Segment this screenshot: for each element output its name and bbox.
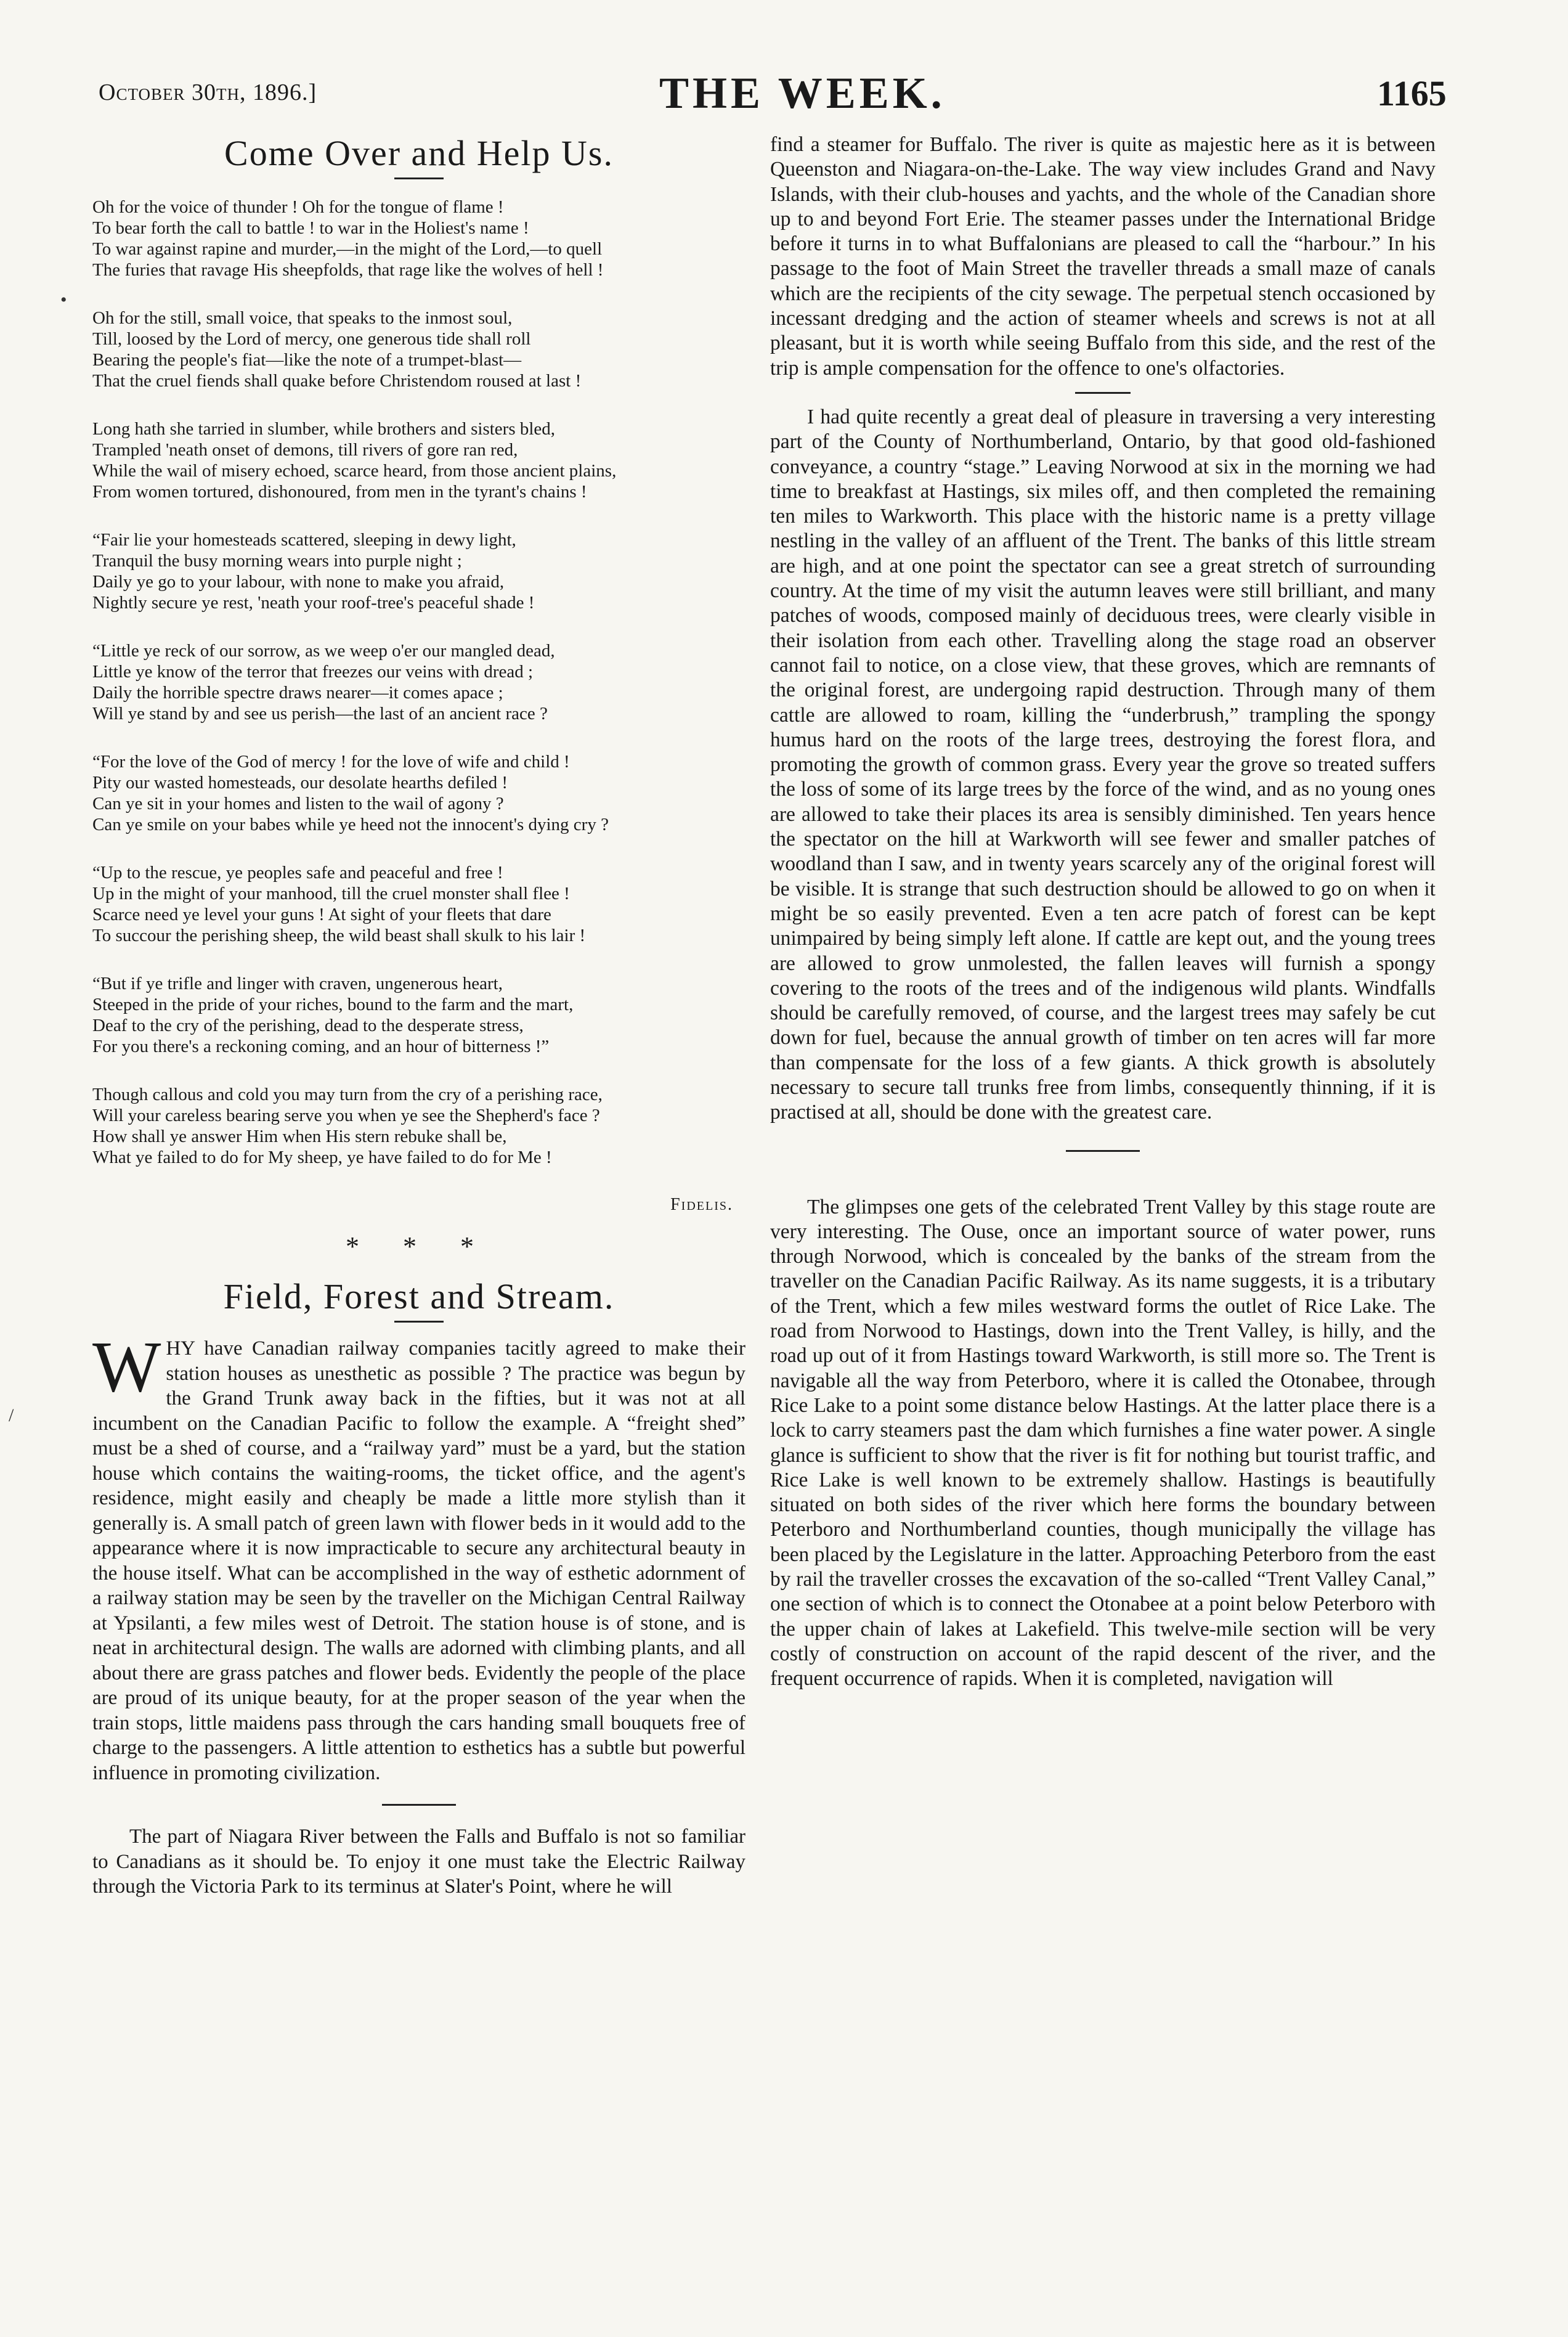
poem-stanza: [92, 1084, 745, 1168]
masthead-title: THE WEEK.: [659, 68, 946, 118]
poem-line: Little ye know of the terror that freezes our veins with dread ;: [92, 662, 534, 682]
poem-line: How shall ye answer Him when His stern rebuke shall be,: [92, 1127, 507, 1146]
article-paragraph: The part of Niagara River between the Falls and Buffalo is not so familiar to Canadians as it should be. To enjoy it one must take the Electric Railway through the Victoria Park to its terminus at Slater's Point, where he will: [92, 1825, 745, 1898]
article-paragraph: I had quite recently a great deal of pleasure in traversing a very interesting part of the County of Northumberland, Ontario, by that good old-fashioned conveyance, a country “stage.” Leaving Norwood at six in the morning we had time to breakfast at Hastings, six miles off, and then completed the remaining ten miles to Warkworth. This place with the historic name is a pretty village nestling in the valley of an affluent of the Trent. The banks of this little stream are high, and at one point the spectator can see a great stretch of surrounding country. At the time of my visit the autumn leaves were still brilliant, and many patches of woods, composed mainly of deciduous trees, were clearly visible in their isolation from each other. Travelling along the stage road an observer cannot fail to notice, on a close view, that these groves, which are remnants of the original forest, are undergoing rapid destruction. Through many of them cattle are allowed to roam, killing the “underbrush,” trampling the spongy humus hard on the roots of the large trees, destroying the forest flora, and promoting the growth of common grass. Every year the grove so treated suffers the loss of some of its large trees by the force of the wind, and as no young ones are allowed to take their places its area is sensibly diminished. Ten years hence the spectator on the hill at Warkworth will see fewer and smaller patches of woodland than I saw, and in twenty years scarcely any of the original forest will be visible. It is strange that such destruction should be allowed to go on when it might be so easily prevented. Even a ten acre patch of forest can be kept unimpaired by being simply left alone. If cattle are kept out, and the young trees are allowed to grow unmolested, the fallen leaves will furnish a spongy covering to the roots of the trees and of the indigenous wild plants. Windfalls should be carefully removed, of course, and the largest trees may safely be cut down for fuel, because the annual growth of timber on ten acres will far more than compensate for the loss of a few giants. A thick growth is absolutely necessary to secure tall trunks free from limbs, consequently thinning, if it is practised at all, should be done with the greatest care.: [770, 405, 1436, 1124]
poem-line: Steeped in the pride of your riches, bound to the farm and the mart,: [92, 995, 574, 1014]
poem-line: What ye failed to do for My sheep, ye have failed to do for Me !: [92, 1148, 552, 1167]
margin-mark: /: [9, 1405, 14, 1425]
title-rule: [394, 177, 444, 179]
poem-line: To bear forth the call to battle ! to war in the Holiest's name !: [92, 218, 529, 238]
poem-stanza: [92, 197, 745, 280]
paragraph-rule: [382, 1804, 456, 1806]
poem-line: Daily the horrible spectre draws nearer—it comes apace ;: [92, 683, 503, 703]
issue-date: October 30th, 1896.]: [99, 80, 317, 105]
page-header: [0, 0, 1568, 129]
poem-line: Tranquil the busy morning wears into purple night ;: [92, 551, 462, 571]
poem-line: From women tortured, dishonoured, from men in the tyrant's chains !: [92, 482, 587, 502]
poem-title: Come Over and Help Us.: [224, 133, 614, 173]
title-rule: [394, 1321, 444, 1323]
poem-line: Though callous and cold you may turn from the cry of a perishing race,: [92, 1085, 603, 1104]
article-paragraph: The glimpses one gets of the celebrated Trent Valley by this stage route are very interesting. The Ouse, once an important source of water power, runs through Norwood, which is concealed by the banks of the stream from the traveller on the Canadian Pacific Railway. As its name suggests, it is a tributary of the Trent, which a few miles westward forms the outlet of Rice Lake. The road from Norwood to Hastings, down into the Trent Valley, is hilly, and the road up out of it from Hastings toward Warkworth, is still more so. The Trent is navigable all the way from Peterboro, where it is called the Otonabee, through Rice Lake to a point some distance below Hastings. At the latter place there is a lock to carry steamers past the dam which furnishes a fine water power. A single glance is sufficient to show that the river is fit for nothing but tourist traffic, and Rice Lake is well known to be extremely shallow. Hastings is beautifully situated on both sides of the river which here forms the boundary between Peterboro and Northumberland counties, though municipally the village has been placed by the Legislature in the latter. Approaching Peterboro from the east by rail the traveller crosses the excavation of the so-called “Trent Valley Canal,” one section of which is to connect the Otonabee at a point below Peterboro with the upper chain of lakes at Lakefield. This twelve-mile section will be very costly of construction on account of the rapid descent of the river, and the frequent occurrence of rapids. When it is completed, navigation will: [770, 1195, 1436, 1691]
poem-line: “Up to the rescue, ye peoples safe and peaceful and free !: [92, 863, 503, 883]
poem-line: Scarce need ye level your guns ! At sight of your fleets that dare: [92, 905, 551, 924]
poem-signature: Fidelis.: [670, 1195, 733, 1214]
poem-line: To war against rapine and murder,—in the might of the Lord,—to quell: [92, 239, 603, 259]
paragraph-rule: [1075, 392, 1131, 394]
right-column: [770, 133, 1436, 1692]
article-paragraph: [92, 1326, 745, 1785]
poem-line: Trampled 'neath onset of demons, till rivers of gore ran red,: [92, 440, 518, 460]
poem-line: Oh for the still, small voice, that speaks to the inmost soul,: [92, 308, 513, 328]
poem-stanza: [92, 862, 745, 946]
poem-line: Will ye stand by and see us perish—the last of an ancient race ?: [92, 704, 548, 724]
poem-line: Up in the might of your manhood, till the cruel monster shall flee !: [92, 884, 570, 903]
poem-line: Long hath she tarried in slumber, while brothers and sisters bled,: [92, 419, 556, 439]
poem-line: Deaf to the cry of the perishing, dead to the desperate stress,: [92, 1016, 524, 1035]
paragraph-text: HY have Canadian railway companies tacitly agreed to make their station houses as unesthetic as possible ? The practice was begun by the Grand Trunk away back in the fifties, but it was not at all incumbent on the Canadian Pacific to follow the example. A “freight shed” must be a shed of course, and a “railway yard” must be a yard, but the station house which contains the waiting-rooms, the ticket office, and the agent's residence, might easily and cheaply be made a little more stylish than it generally is. A small patch of green lawn with flower beds in it would add to the appearance where it is now impracticable to secure any architectural beauty in the house itself. What can be accomplished in the way of esthetic adornment of a railway station may be seen by the traveller on the Michigan Central Railway at Ypsilanti, a few miles west of Detroit. The station house is of stone, and is neat in architectural design. The walls are adorned with climbing plants, and all about there are grass patches and flower beds. Evidently the people of the place are proud of its unique beauty, for at the proper season of the year when the train stops, little maidens pass through the cars handing small bouquets free of charge to the passengers. A little attention to esthetics has a subtle but powerful influence in promoting civilization.: [92, 1337, 745, 1784]
poem-line: Will your careless bearing serve you when ye see the Shepherd's face ?: [92, 1106, 600, 1125]
article-right-text: [770, 133, 1436, 1692]
poem-line: That the cruel fiends shall quake before Christendom roused at last !: [92, 371, 582, 391]
poem-line: Daily ye go to your labour, with none to make you afraid,: [92, 572, 505, 592]
poem-stanza: [92, 973, 745, 1057]
paragraph-rule: [1066, 1150, 1140, 1152]
poem-stanza: [92, 418, 745, 502]
poem-stanza: [92, 640, 745, 724]
poem-line: To succour the perishing sheep, the wild beast shall skulk to his lair !: [92, 926, 586, 945]
poem-stanza: [92, 751, 745, 835]
poem-line: Can ye smile on your babes while ye heed not the innocent's dying cry ?: [92, 815, 609, 834]
poem-stanza: [92, 529, 745, 613]
poem-line: “But if ye trifle and linger with craven, ungenerous heart,: [92, 974, 503, 993]
article-paragraph: find a steamer for Buffalo. The river is quite as majestic here as it is between Queenston and Niagara-on-the-Lake. The way view includes Grand and Navy Islands, with their club-houses and yachts, and the whole of the Canadian shore up to and beyond Fort Erie. The steamer passes under the International Bridge before it turns in to what Buffalonians are pleased to call the “harbour.” In his passage to the foot of Main Street the traveller threads a small maze of canals which are the recipients of the city sewage. The perpetual stench occasioned by incessant dredging and the action of steamer wheels and screws is not at all pleasant, but it is worth while seeing Buffalo from this side, and the rest of the trip is ample compensation for the offence to one's olfactories.: [770, 133, 1436, 380]
drop-cap: W: [92, 1326, 161, 1407]
poem-line: “For the love of the God of mercy ! for the love of wife and child !: [92, 752, 570, 772]
left-column: [92, 133, 745, 1899]
poem-line: Nightly secure ye rest, 'neath your roof-tree's peaceful shade !: [92, 593, 535, 613]
poem-line: Pity our wasted homesteads, our desolate hearths defiled !: [92, 773, 508, 793]
article-left-text: [92, 1326, 745, 1899]
poem-line: Can ye sit in your homes and listen to the wail of agony ?: [92, 794, 504, 814]
poem-line: “Fair lie your homesteads scattered, sleeping in dewy light,: [92, 530, 516, 550]
poem-line: While the wail of misery echoed, scarce heard, from those ancient plains,: [92, 461, 617, 481]
section-divider-stars: * * *: [346, 1231, 492, 1262]
poem-line: Till, loosed by the Lord of mercy, one generous tide shall roll: [92, 329, 531, 349]
article-title: Field, Forest and Stream.: [223, 1276, 615, 1316]
poem-line: Oh for the voice of thunder ! Oh for the tongue of flame !: [92, 197, 504, 217]
poem-line: Bearing the people's fiat—like the note of a trumpet-blast—: [92, 350, 522, 370]
poem-line: For you there's a reckoning coming, and an hour of bitterness !”: [92, 1037, 550, 1056]
page-number: 1165: [1377, 73, 1447, 113]
poem-line: The furies that ravage His sheepfolds, that rage like the wolves of hell !: [92, 260, 604, 280]
poem-stanza: [92, 308, 745, 391]
poem-body: [92, 197, 745, 1168]
margin-mark: •: [60, 290, 67, 310]
poem-line: “Little ye reck of our sorrow, as we weep o'er our mangled dead,: [92, 641, 555, 661]
